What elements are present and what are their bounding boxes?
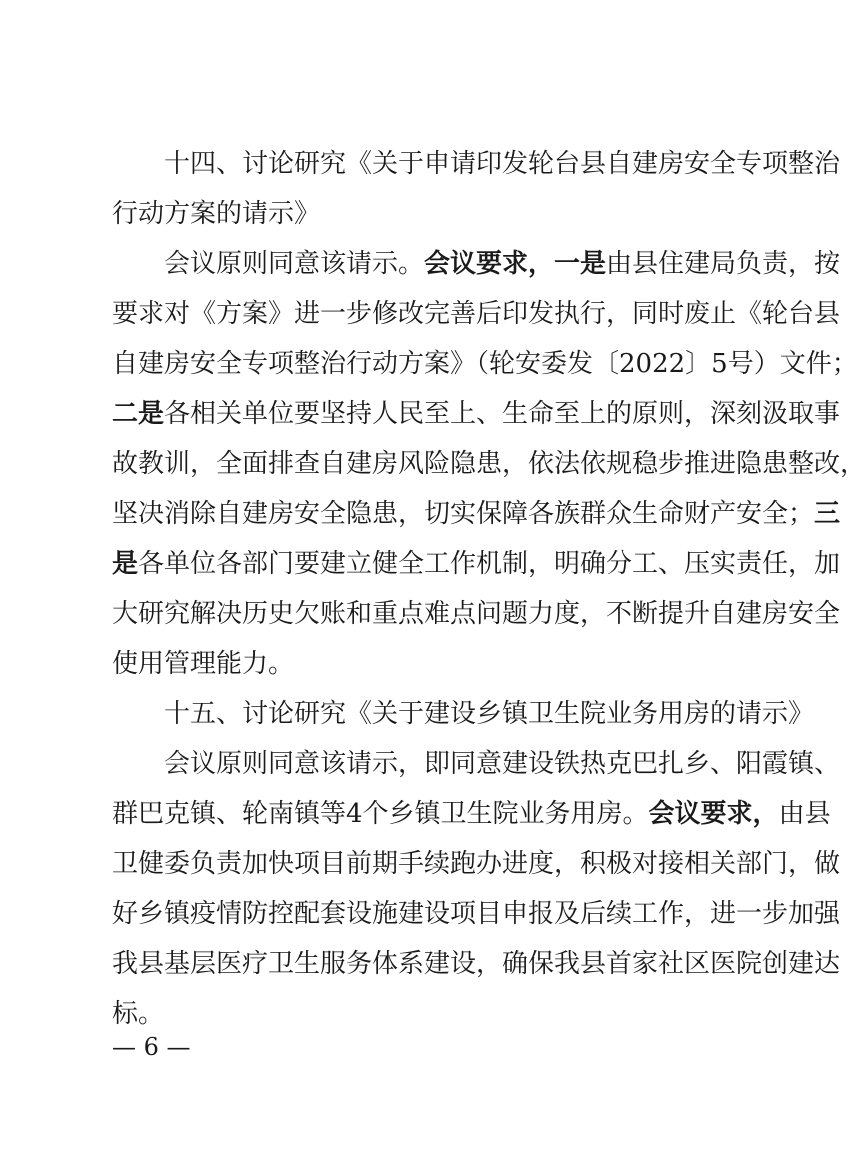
paragraph-text: 各相关单位要坚持人民至上、生命至上的原则，深刻汲取事 [164,399,841,429]
section-15-paragraph-line-3: 卫健委负责加快项目前期手续跑办进度，积极对接相关部门，做 [112,849,841,879]
paragraph-text: 各单位各部门要建立健全工作机制，明确分工、压实责任，加 [138,549,841,579]
section-14-paragraph-line-7 [112,542,841,586]
section-14-title-line-2: 行动方案的请示》 [112,199,321,229]
paragraph-text: 坚决消除自建房安全隐患，切实保障各族群众生命财产安全； [112,499,815,529]
page-number: — 6 — [112,1033,191,1061]
section-14-paragraph-line-3: 自建房安全专项整治行动方案》（轮安委发〔2022〕5号）文件； [112,349,858,379]
emphasis-text: 三 [814,499,841,529]
paragraph-text: 群巴克镇、轮南镇等4个乡镇卫生院业务用房。 [112,799,649,829]
section-14-paragraph-line-9: 使用管理能力。 [112,649,295,679]
emphasis-text: 二是 [112,399,165,429]
emphasis-text: 是 [112,549,139,579]
section-14-title-line-1: 十四、讨论研究《关于申请印发轮台县自建房安全专项整治 [164,149,841,179]
section-14-paragraph-line-1 [164,242,841,286]
paragraph-text: 由县住建局负责，按 [606,249,841,279]
section-15-paragraph-line-1: 会议原则同意该请示，即同意建设铁热克巴扎乡、阳霞镇、 [164,749,841,779]
section-14-paragraph-line-4 [112,392,841,436]
section-14-paragraph-line-5: 故教训，全面排查自建房风险隐患，依法依规稳步推进隐患整改， [112,449,866,479]
emphasis-text: 会议要求， [648,799,779,829]
section-15-paragraph-line-2 [112,792,831,836]
section-15-paragraph-line-6: 标。 [112,999,165,1029]
section-14-paragraph-line-6 [112,492,841,536]
emphasis-text: 会议要求，一是 [424,249,607,279]
section-15-title-line-1: 十五、讨论研究《关于建设乡镇卫生院业务用房的请示》 [164,699,815,729]
section-15-paragraph-line-4: 好乡镇疫情防控配套设施建设项目申报及后续工作，进一步加强 [112,899,841,929]
section-14-paragraph-line-8: 大研究解决历史欠账和重点难点问题力度，不断提升自建房安全 [112,599,841,629]
paragraph-text: 由县 [778,799,831,829]
section-15-paragraph-line-5: 我县基层医疗卫生服务体系建设，确保我县首家社区医院创建达 [112,949,841,979]
paragraph-text: 会议原则同意该请示。 [164,249,425,279]
section-14-paragraph-line-2: 要求对《方案》进一步修改完善后印发执行，同时废止《轮台县 [112,299,841,329]
